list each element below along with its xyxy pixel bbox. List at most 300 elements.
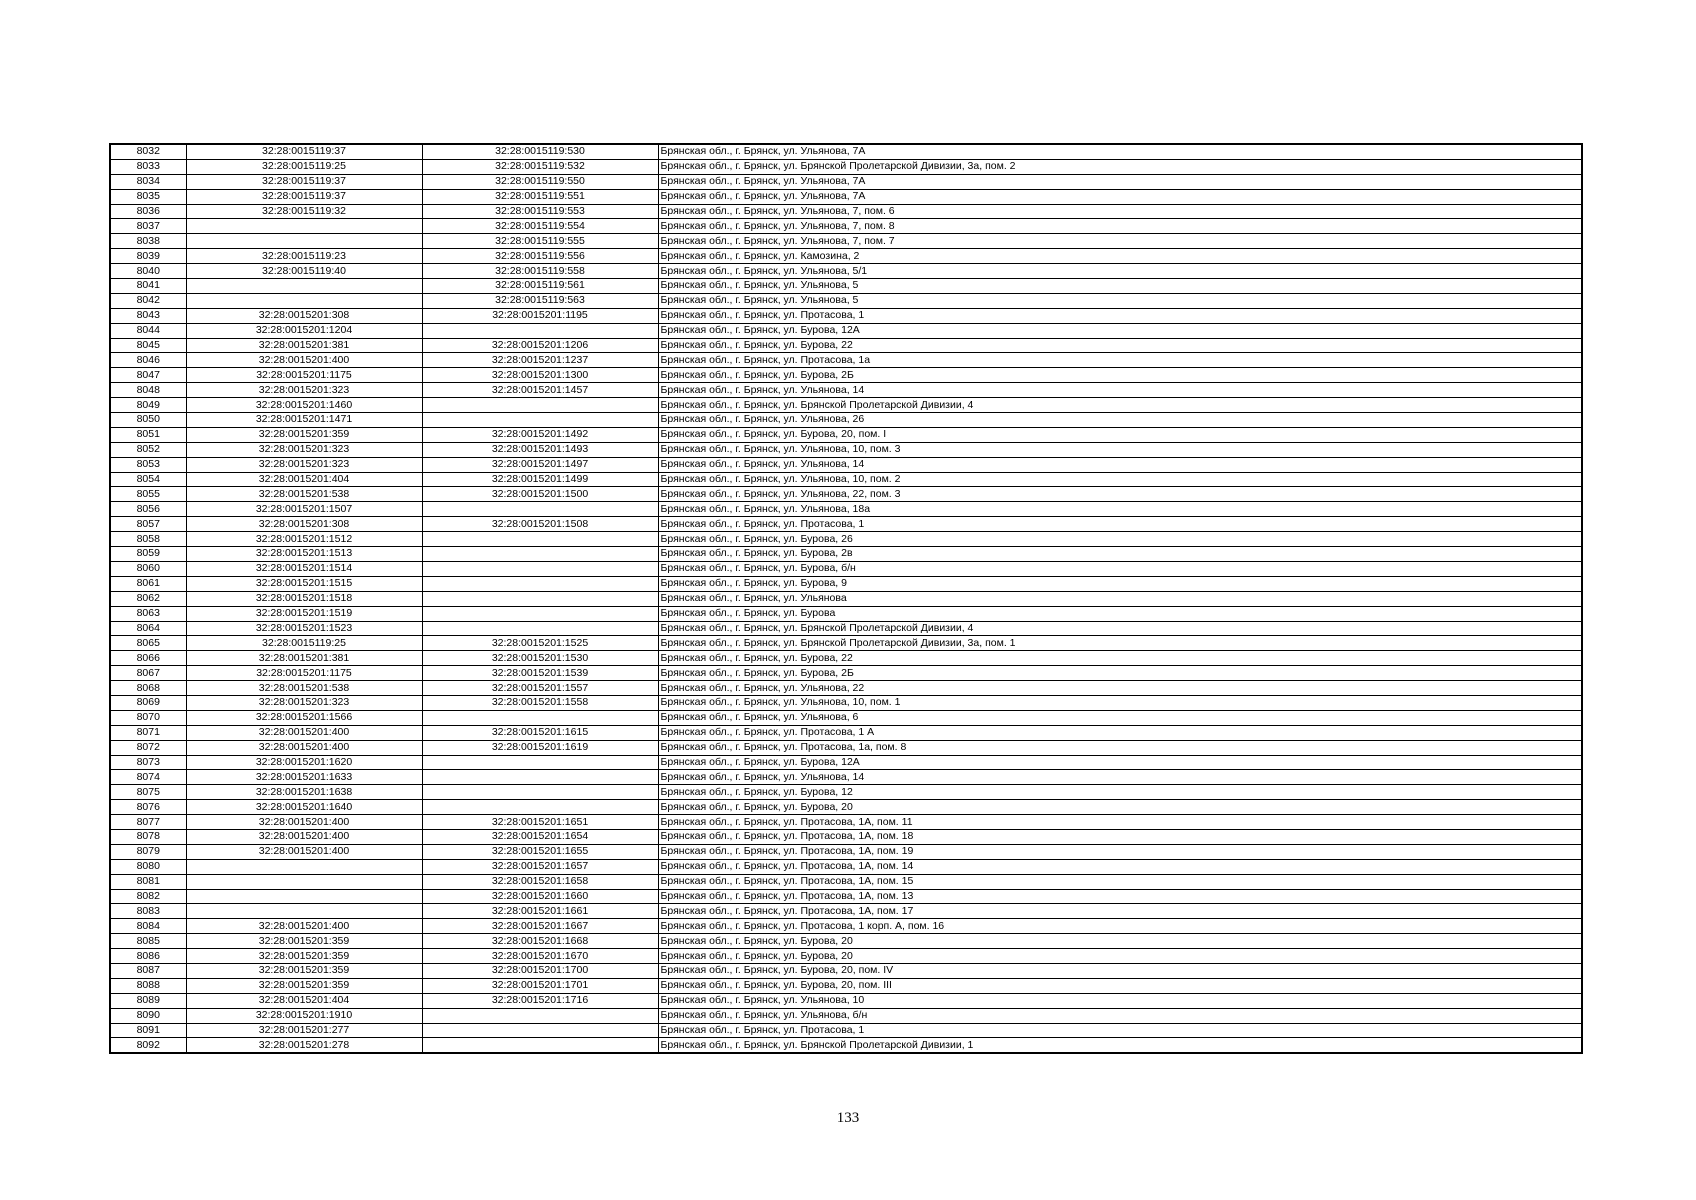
row-number-cell: 8043 (110, 308, 186, 323)
parcel-number-cell: 32:28:0015119:25 (186, 636, 422, 651)
address-cell: Брянская обл., г. Брянск, ул. Бурова, 20 (658, 934, 1582, 949)
row-number-cell: 8052 (110, 442, 186, 457)
object-number-cell: 32:28:0015201:1206 (422, 338, 658, 353)
object-number-cell: 32:28:0015119:558 (422, 264, 658, 279)
address-cell: Брянская обл., г. Брянск, ул. Бурова, 2Б (658, 666, 1582, 681)
object-number-cell: 32:28:0015201:1525 (422, 636, 658, 651)
object-number-cell: 32:28:0015201:1237 (422, 353, 658, 368)
address-cell: Брянская обл., г. Брянск, ул. Ульянова, 22 (658, 681, 1582, 696)
address-cell: Брянская обл., г. Брянск, ул. Бурова, 26 (658, 532, 1582, 547)
parcel-number-cell: 32:28:0015201:400 (186, 844, 422, 859)
table-row (110, 219, 1582, 234)
address-cell: Брянская обл., г. Брянск, ул. Ульянова, б/н (658, 1008, 1582, 1023)
table-row (110, 368, 1582, 383)
parcel-number-cell: 32:28:0015119:25 (186, 159, 422, 174)
address-cell: Брянская обл., г. Брянск, ул. Протасова, 1а, пом. 8 (658, 740, 1582, 755)
table-row (110, 651, 1582, 666)
address-cell: Брянская обл., г. Брянск, ул. Протасова, 1А, пом. 17 (658, 904, 1582, 919)
row-number-cell: 8072 (110, 740, 186, 755)
row-number-cell: 8034 (110, 174, 186, 189)
table-row (110, 1038, 1582, 1053)
parcel-number-cell: 32:28:0015201:538 (186, 681, 422, 696)
object-number-cell: 32:28:0015119:556 (422, 249, 658, 264)
object-number-cell (422, 1038, 658, 1053)
page-number: 133 (836, 1110, 860, 1126)
row-number-cell: 8084 (110, 919, 186, 934)
table-row (110, 293, 1582, 308)
parcel-number-cell: 32:28:0015119:37 (186, 144, 422, 159)
address-cell: Брянская обл., г. Брянск, ул. Протасова, 1А, пом. 18 (658, 829, 1582, 844)
table-row (110, 681, 1582, 696)
row-number-cell: 8039 (110, 249, 186, 264)
row-number-cell: 8078 (110, 829, 186, 844)
address-cell: Брянская обл., г. Брянск, ул. Ульянова, 7А (658, 144, 1582, 159)
object-number-cell: 32:28:0015201:1492 (422, 427, 658, 442)
parcel-number-cell (186, 293, 422, 308)
row-number-cell: 8064 (110, 621, 186, 636)
parcel-number-cell: 32:28:0015201:323 (186, 383, 422, 398)
object-number-cell: 32:28:0015201:1508 (422, 517, 658, 532)
parcel-number-cell: 32:28:0015201:404 (186, 993, 422, 1008)
address-cell: Брянская обл., г. Брянск, ул. Бурова, 20 (658, 949, 1582, 964)
row-number-cell: 8048 (110, 383, 186, 398)
row-number-cell: 8079 (110, 844, 186, 859)
table-row (110, 755, 1582, 770)
row-number-cell: 8038 (110, 234, 186, 249)
parcel-number-cell (186, 904, 422, 919)
row-number-cell: 8035 (110, 189, 186, 204)
row-number-cell: 8070 (110, 710, 186, 725)
row-number-cell: 8077 (110, 815, 186, 830)
parcel-number-cell: 32:28:0015201:278 (186, 1038, 422, 1053)
parcel-number-cell: 32:28:0015119:23 (186, 249, 422, 264)
object-number-cell: 32:28:0015119:553 (422, 204, 658, 219)
row-number-cell: 8032 (110, 144, 186, 159)
address-cell: Брянская обл., г. Брянск, ул. Бурова, 9 (658, 576, 1582, 591)
table-row (110, 695, 1582, 710)
table-row (110, 844, 1582, 859)
object-number-cell: 32:28:0015201:1716 (422, 993, 658, 1008)
parcel-number-cell: 32:28:0015201:400 (186, 829, 422, 844)
table-row (110, 338, 1582, 353)
table-row (110, 949, 1582, 964)
address-cell: Брянская обл., г. Брянск, ул. Протасова, 1 (658, 517, 1582, 532)
table-row (110, 159, 1582, 174)
table-row (110, 576, 1582, 591)
address-cell: Брянская обл., г. Брянск, ул. Протасова, 1 (658, 1023, 1582, 1038)
address-cell: Брянская обл., г. Брянск, ул. Ульянова, 6 (658, 710, 1582, 725)
object-number-cell: 32:28:0015119:532 (422, 159, 658, 174)
row-number-cell: 8042 (110, 293, 186, 308)
parcel-number-cell: 32:28:0015201:400 (186, 725, 422, 740)
address-cell: Брянская обл., г. Брянск, ул. Бурова, б/н (658, 561, 1582, 576)
parcel-number-cell: 32:28:0015201:1620 (186, 755, 422, 770)
parcel-number-cell: 32:28:0015201:538 (186, 487, 422, 502)
object-number-cell: 32:28:0015201:1651 (422, 815, 658, 830)
address-cell: Брянская обл., г. Брянск, ул. Бурова, 20 (658, 800, 1582, 815)
address-cell: Брянская обл., г. Брянск, ул. Протасова, 1 (658, 308, 1582, 323)
cadastral-table (109, 143, 1583, 1054)
parcel-number-cell: 32:28:0015119:32 (186, 204, 422, 219)
table-row (110, 815, 1582, 830)
row-number-cell: 8050 (110, 413, 186, 428)
row-number-cell: 8062 (110, 591, 186, 606)
table-row (110, 532, 1582, 547)
parcel-number-cell: 32:28:0015201:359 (186, 963, 422, 978)
object-number-cell (422, 606, 658, 621)
address-cell: Брянская обл., г. Брянск, ул. Ульянова, 7, пом. 8 (658, 219, 1582, 234)
row-number-cell: 8091 (110, 1023, 186, 1038)
row-number-cell: 8049 (110, 398, 186, 413)
row-number-cell: 8068 (110, 681, 186, 696)
address-cell: Брянская обл., г. Брянск, ул. Протасова, 1 корп. А, пом. 16 (658, 919, 1582, 934)
object-number-cell (422, 770, 658, 785)
parcel-number-cell: 32:28:0015201:1633 (186, 770, 422, 785)
table-row (110, 606, 1582, 621)
table-row (110, 710, 1582, 725)
table-row (110, 859, 1582, 874)
address-cell: Брянская обл., г. Брянск, ул. Ульянова, 14 (658, 770, 1582, 785)
parcel-number-cell: 32:28:0015201:1519 (186, 606, 422, 621)
parcel-number-cell: 32:28:0015201:1514 (186, 561, 422, 576)
row-number-cell: 8081 (110, 874, 186, 889)
object-number-cell: 32:28:0015201:1300 (422, 368, 658, 383)
row-number-cell: 8041 (110, 279, 186, 294)
address-cell: Брянская обл., г. Брянск, ул. Ульянова, 5/1 (658, 264, 1582, 279)
row-number-cell: 8036 (110, 204, 186, 219)
row-number-cell: 8063 (110, 606, 186, 621)
parcel-number-cell: 32:28:0015201:359 (186, 934, 422, 949)
object-number-cell: 32:28:0015201:1615 (422, 725, 658, 740)
row-number-cell: 8075 (110, 785, 186, 800)
row-number-cell: 8071 (110, 725, 186, 740)
object-number-cell: 32:28:0015201:1457 (422, 383, 658, 398)
parcel-number-cell (186, 279, 422, 294)
table-row (110, 770, 1582, 785)
object-number-cell: 32:28:0015201:1655 (422, 844, 658, 859)
object-number-cell: 32:28:0015201:1539 (422, 666, 658, 681)
table-row (110, 457, 1582, 472)
address-cell: Брянская обл., г. Брянск, ул. Бурова, 12А (658, 755, 1582, 770)
row-number-cell: 8033 (110, 159, 186, 174)
address-cell: Брянская обл., г. Брянск, ул. Ульянова, 18а (658, 502, 1582, 517)
table-row (110, 1008, 1582, 1023)
address-cell: Брянская обл., г. Брянск, ул. Ульянова, 7А (658, 174, 1582, 189)
table-row (110, 413, 1582, 428)
object-number-cell (422, 755, 658, 770)
row-number-cell: 8085 (110, 934, 186, 949)
address-cell: Брянская обл., г. Брянск, ул. Ульянова, 14 (658, 383, 1582, 398)
object-number-cell (422, 710, 658, 725)
table-body (110, 144, 1582, 1053)
row-number-cell: 8059 (110, 547, 186, 562)
address-cell: Брянская обл., г. Брянск, ул. Ульянова, 26 (658, 413, 1582, 428)
object-number-cell: 32:28:0015201:1195 (422, 308, 658, 323)
table-row (110, 353, 1582, 368)
parcel-number-cell: 32:28:0015201:381 (186, 651, 422, 666)
parcel-number-cell: 32:28:0015201:400 (186, 740, 422, 755)
table-row (110, 308, 1582, 323)
parcel-number-cell: 32:28:0015201:381 (186, 338, 422, 353)
address-cell: Брянская обл., г. Брянск, ул. Ульянова, 10, пом. 1 (658, 695, 1582, 710)
table-row (110, 502, 1582, 517)
parcel-number-cell: 32:28:0015201:1566 (186, 710, 422, 725)
address-cell: Брянская обл., г. Брянск, ул. Бурова, 20, пом. IV (658, 963, 1582, 978)
parcel-number-cell: 32:28:0015201:400 (186, 815, 422, 830)
table-row (110, 472, 1582, 487)
table-row (110, 249, 1582, 264)
table-row (110, 993, 1582, 1008)
parcel-number-cell: 32:28:0015201:1471 (186, 413, 422, 428)
object-number-cell: 32:28:0015119:561 (422, 279, 658, 294)
object-number-cell: 32:28:0015201:1660 (422, 889, 658, 904)
table-row (110, 621, 1582, 636)
parcel-number-cell (186, 234, 422, 249)
table-row (110, 1023, 1582, 1038)
object-number-cell: 32:28:0015119:555 (422, 234, 658, 249)
parcel-number-cell (186, 874, 422, 889)
parcel-number-cell: 32:28:0015201:1512 (186, 532, 422, 547)
table-row (110, 666, 1582, 681)
address-cell: Брянская обл., г. Брянск, ул. Бурова (658, 606, 1582, 621)
parcel-number-cell: 32:28:0015201:308 (186, 308, 422, 323)
table-row (110, 427, 1582, 442)
address-cell: Брянская обл., г. Брянск, ул. Бурова, 2в (658, 547, 1582, 562)
address-cell: Брянская обл., г. Брянск, ул. Бурова, 12 (658, 785, 1582, 800)
table-row (110, 174, 1582, 189)
table-row (110, 323, 1582, 338)
row-number-cell: 8051 (110, 427, 186, 442)
table-row (110, 383, 1582, 398)
object-number-cell (422, 413, 658, 428)
address-cell: Брянская обл., г. Брянск, ул. Протасова, 1А, пом. 14 (658, 859, 1582, 874)
object-number-cell (422, 547, 658, 562)
parcel-number-cell: 32:28:0015201:1175 (186, 368, 422, 383)
row-number-cell: 8060 (110, 561, 186, 576)
row-number-cell: 8054 (110, 472, 186, 487)
row-number-cell: 8082 (110, 889, 186, 904)
parcel-number-cell: 32:28:0015201:1640 (186, 800, 422, 815)
object-number-cell (422, 591, 658, 606)
table-row (110, 963, 1582, 978)
object-number-cell (422, 576, 658, 591)
row-number-cell: 8073 (110, 755, 186, 770)
table-row (110, 934, 1582, 949)
object-number-cell (422, 323, 658, 338)
address-cell: Брянская обл., г. Брянск, ул. Брянской Пролетарской Дивизии, 4 (658, 621, 1582, 636)
parcel-number-cell: 32:28:0015119:37 (186, 174, 422, 189)
object-number-cell: 32:28:0015119:563 (422, 293, 658, 308)
parcel-number-cell: 32:28:0015119:40 (186, 264, 422, 279)
object-number-cell: 32:28:0015201:1558 (422, 695, 658, 710)
object-number-cell: 32:28:0015119:551 (422, 189, 658, 204)
parcel-number-cell: 32:28:0015201:277 (186, 1023, 422, 1038)
object-number-cell: 32:28:0015119:530 (422, 144, 658, 159)
parcel-number-cell: 32:28:0015201:1638 (186, 785, 422, 800)
row-number-cell: 8053 (110, 457, 186, 472)
parcel-number-cell: 32:28:0015201:323 (186, 695, 422, 710)
table-row (110, 919, 1582, 934)
object-number-cell (422, 785, 658, 800)
parcel-number-cell: 32:28:0015201:1204 (186, 323, 422, 338)
address-cell: Брянская обл., г. Брянск, ул. Брянской Пролетарской Дивизии, 3а, пом. 1 (658, 636, 1582, 651)
row-number-cell: 8076 (110, 800, 186, 815)
table-row (110, 889, 1582, 904)
object-number-cell (422, 1008, 658, 1023)
parcel-number-cell: 32:28:0015201:1175 (186, 666, 422, 681)
address-cell: Брянская обл., г. Брянск, ул. Бурова, 22 (658, 651, 1582, 666)
object-number-cell: 32:28:0015201:1530 (422, 651, 658, 666)
row-number-cell: 8037 (110, 219, 186, 234)
address-cell: Брянская обл., г. Брянск, ул. Протасова, 1А, пом. 11 (658, 815, 1582, 830)
row-number-cell: 8047 (110, 368, 186, 383)
address-cell: Брянская обл., г. Брянск, ул. Ульянова (658, 591, 1582, 606)
object-number-cell: 32:28:0015201:1619 (422, 740, 658, 755)
object-number-cell (422, 398, 658, 413)
address-cell: Брянская обл., г. Брянск, ул. Брянской Пролетарской Дивизии, 4 (658, 398, 1582, 413)
address-cell: Брянская обл., г. Брянск, ул. Брянской Пролетарской Дивизии, 1 (658, 1038, 1582, 1053)
parcel-number-cell: 32:28:0015201:359 (186, 427, 422, 442)
parcel-number-cell (186, 219, 422, 234)
parcel-number-cell: 32:28:0015201:1910 (186, 1008, 422, 1023)
parcel-number-cell: 32:28:0015201:404 (186, 472, 422, 487)
table-row (110, 234, 1582, 249)
object-number-cell: 32:28:0015201:1700 (422, 963, 658, 978)
table-row (110, 829, 1582, 844)
row-number-cell: 8067 (110, 666, 186, 681)
table-row (110, 189, 1582, 204)
object-number-cell: 32:28:0015201:1557 (422, 681, 658, 696)
table-row (110, 636, 1582, 651)
row-number-cell: 8066 (110, 651, 186, 666)
address-cell: Брянская обл., г. Брянск, ул. Ульянова, 10, пом. 3 (658, 442, 1582, 457)
row-number-cell: 8086 (110, 949, 186, 964)
object-number-cell: 32:28:0015201:1657 (422, 859, 658, 874)
table-row (110, 487, 1582, 502)
parcel-number-cell: 32:28:0015201:323 (186, 442, 422, 457)
object-number-cell: 32:28:0015201:1497 (422, 457, 658, 472)
address-cell: Брянская обл., г. Брянск, ул. Протасова, 1а (658, 353, 1582, 368)
address-cell: Брянская обл., г. Брянск, ул. Ульянова, 10 (658, 993, 1582, 1008)
object-number-cell: 32:28:0015201:1667 (422, 919, 658, 934)
address-cell: Брянская обл., г. Брянск, ул. Протасова, 1А, пом. 19 (658, 844, 1582, 859)
object-number-cell: 32:28:0015201:1661 (422, 904, 658, 919)
row-number-cell: 8057 (110, 517, 186, 532)
address-cell: Брянская обл., г. Брянск, ул. Бурова, 12А (658, 323, 1582, 338)
parcel-number-cell (186, 859, 422, 874)
address-cell: Брянская обл., г. Брянск, ул. Протасова, 1 А (658, 725, 1582, 740)
object-number-cell (422, 800, 658, 815)
table-row (110, 547, 1582, 562)
parcel-number-cell: 32:28:0015201:323 (186, 457, 422, 472)
table-row (110, 517, 1582, 532)
row-number-cell: 8074 (110, 770, 186, 785)
row-number-cell: 8045 (110, 338, 186, 353)
address-cell: Брянская обл., г. Брянск, ул. Брянской Пролетарской Дивизии, 3а, пом. 2 (658, 159, 1582, 174)
address-cell: Брянская обл., г. Брянск, ул. Ульянова, 7А (658, 189, 1582, 204)
parcel-number-cell: 32:28:0015119:37 (186, 189, 422, 204)
table-row (110, 740, 1582, 755)
row-number-cell: 8055 (110, 487, 186, 502)
row-number-cell: 8044 (110, 323, 186, 338)
address-cell: Брянская обл., г. Брянск, ул. Ульянова, 7, пом. 6 (658, 204, 1582, 219)
address-cell: Брянская обл., г. Брянск, ул. Протасова, 1А, пом. 15 (658, 874, 1582, 889)
parcel-number-cell: 32:28:0015201:400 (186, 919, 422, 934)
parcel-number-cell: 32:28:0015201:1513 (186, 547, 422, 562)
table-row (110, 591, 1582, 606)
address-cell: Брянская обл., г. Брянск, ул. Протасова, 1А, пом. 13 (658, 889, 1582, 904)
table-row (110, 904, 1582, 919)
parcel-number-cell: 32:28:0015201:400 (186, 353, 422, 368)
object-number-cell (422, 532, 658, 547)
parcel-number-cell: 32:28:0015201:1518 (186, 591, 422, 606)
address-cell: Брянская обл., г. Брянск, ул. Ульянова, 7, пом. 7 (658, 234, 1582, 249)
row-number-cell: 8083 (110, 904, 186, 919)
object-number-cell: 32:28:0015201:1701 (422, 978, 658, 993)
parcel-number-cell: 32:28:0015201:1460 (186, 398, 422, 413)
object-number-cell: 32:28:0015119:550 (422, 174, 658, 189)
parcel-number-cell: 32:28:0015201:359 (186, 978, 422, 993)
object-number-cell (422, 502, 658, 517)
object-number-cell: 32:28:0015201:1670 (422, 949, 658, 964)
parcel-number-cell: 32:28:0015201:1507 (186, 502, 422, 517)
table-row (110, 204, 1582, 219)
row-number-cell: 8088 (110, 978, 186, 993)
parcel-number-cell: 32:28:0015201:1523 (186, 621, 422, 636)
object-number-cell (422, 561, 658, 576)
address-cell: Брянская обл., г. Брянск, ул. Бурова, 20, пом. III (658, 978, 1582, 993)
row-number-cell: 8089 (110, 993, 186, 1008)
table-row (110, 978, 1582, 993)
table-row (110, 144, 1582, 159)
table-row (110, 800, 1582, 815)
row-number-cell: 8087 (110, 963, 186, 978)
object-number-cell: 32:28:0015201:1499 (422, 472, 658, 487)
row-number-cell: 8080 (110, 859, 186, 874)
parcel-number-cell: 32:28:0015201:308 (186, 517, 422, 532)
address-cell: Брянская обл., г. Брянск, ул. Ульянова, 5 (658, 293, 1582, 308)
table-row (110, 874, 1582, 889)
table-row (110, 398, 1582, 413)
object-number-cell: 32:28:0015201:1658 (422, 874, 658, 889)
row-number-cell: 8046 (110, 353, 186, 368)
row-number-cell: 8092 (110, 1038, 186, 1053)
address-cell: Брянская обл., г. Брянск, ул. Ульянова, 10, пом. 2 (658, 472, 1582, 487)
parcel-number-cell (186, 889, 422, 904)
row-number-cell: 8065 (110, 636, 186, 651)
row-number-cell: 8040 (110, 264, 186, 279)
object-number-cell: 32:28:0015201:1500 (422, 487, 658, 502)
parcel-number-cell: 32:28:0015201:359 (186, 949, 422, 964)
row-number-cell: 8069 (110, 695, 186, 710)
table-row (110, 279, 1582, 294)
address-cell: Брянская обл., г. Брянск, ул. Ульянова, 22, пом. 3 (658, 487, 1582, 502)
parcel-number-cell: 32:28:0015201:1515 (186, 576, 422, 591)
object-number-cell: 32:28:0015201:1493 (422, 442, 658, 457)
row-number-cell: 8058 (110, 532, 186, 547)
object-number-cell: 32:28:0015119:554 (422, 219, 658, 234)
address-cell: Брянская обл., г. Брянск, ул. Камозина, 2 (658, 249, 1582, 264)
row-number-cell: 8056 (110, 502, 186, 517)
address-cell: Брянская обл., г. Брянск, ул. Бурова, 20, пом. I (658, 427, 1582, 442)
table-row (110, 264, 1582, 279)
address-cell: Брянская обл., г. Брянск, ул. Ульянова, 14 (658, 457, 1582, 472)
address-cell: Брянская обл., г. Брянск, ул. Бурова, 2Б (658, 368, 1582, 383)
table-row (110, 561, 1582, 576)
table-row (110, 785, 1582, 800)
address-cell: Брянская обл., г. Брянск, ул. Ульянова, 5 (658, 279, 1582, 294)
table-row (110, 442, 1582, 457)
